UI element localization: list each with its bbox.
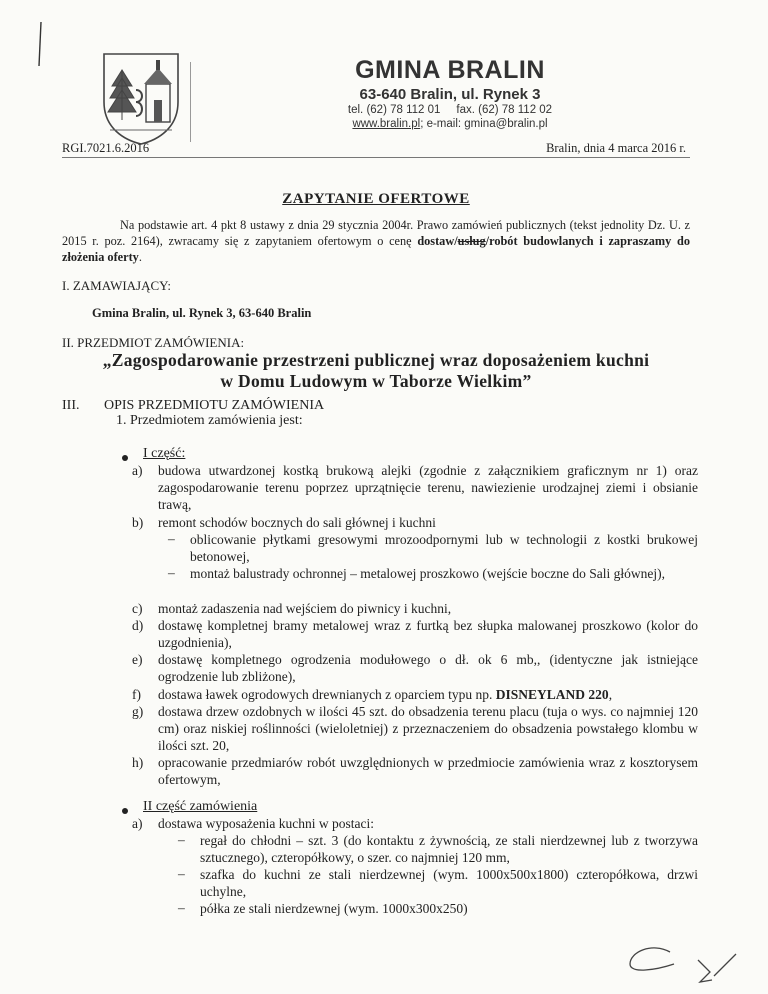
dash-marker: – xyxy=(178,832,185,847)
project-title-line-1: „Zagospodarowanie przestrzeni publicznej wraz doposażeniem kuchni xyxy=(102,350,650,370)
list-item-b-1: oblicowanie płytkami gresowymi mrozoodpornymi lub w technologii z kostki brukowej betonowej, xyxy=(190,532,698,564)
list-item-2a-3: półka ze stali nierdzewnej (wym. 1000x300x250) xyxy=(200,901,468,916)
project-title xyxy=(62,350,690,392)
municipality-name: GMINA BRALIN xyxy=(355,56,545,84)
header-divider-vertical xyxy=(190,62,191,142)
fax-number: fax. (62) 78 112 02 xyxy=(456,104,553,116)
bullet-dot xyxy=(122,808,128,814)
buyer-info: Gmina Bralin, ul. Rynek 3, 63-640 Bralin xyxy=(92,306,312,320)
coat-of-arms-icon xyxy=(100,50,182,146)
date-line: Bralin, dnia 4 marca 2016 r. xyxy=(546,141,686,155)
list-marker: e) xyxy=(132,652,143,667)
list-marker: c) xyxy=(132,601,143,616)
bullet-dot xyxy=(122,455,128,461)
list-item-b-2: montaż balustrady ochronnej – metalowej proszkowo (wejście boczne do Sali głównej), xyxy=(190,566,665,581)
list-marker: g) xyxy=(132,704,144,719)
email-text: ; e-mail: gmina@bralin.pl xyxy=(420,118,548,130)
signature-scribble xyxy=(612,930,742,990)
contact-line xyxy=(200,104,700,116)
intro-bold-2: /robót budowlanych i zapraszamy do złożenia oferty xyxy=(62,234,690,264)
intro-bold-1: dostaw/ xyxy=(417,234,458,248)
list-marker: a) xyxy=(132,463,143,478)
section-3-title: OPIS PRZEDMIOTU ZAMÓWIENIA xyxy=(104,398,325,413)
intro-text: Na podstawie art. 4 pkt 8 ustawy z dnia 29 stycznia 2004r. Prawo zamówień publicznych (tekst jednolity Dz. U. z 2015 r. poz. 2164), zwracamy się z zapytaniem ofertowym o cenę xyxy=(62,218,690,248)
list-item-b: remont schodów bocznych do sali głównej i kuchni xyxy=(158,515,436,530)
section-3-heading xyxy=(62,398,324,414)
list-item-2a: dostawa wyposażenia kuchni w postaci: xyxy=(158,816,374,831)
section-3-item-1: 1. Przedmiotem zamówienia jest: xyxy=(116,413,303,428)
dash-marker: – xyxy=(178,900,185,915)
phone-number: tel. (62) 78 112 01 xyxy=(347,104,441,116)
list-item-d: dostawę kompletnej bramy metalowej wraz z furtką bez słupka malowanej proszkowo (kolor do uzgodnienia), xyxy=(158,618,698,650)
list-marker: h) xyxy=(132,755,144,770)
dash-marker: – xyxy=(168,565,175,580)
list-item-e: dostawę kompletnego ogrodzenia modułowego o dł. ok 6 mb,, (identyczne jak istniejące ogrodzenie lub zbliżone), xyxy=(158,652,698,684)
list-marker: a) xyxy=(132,816,143,831)
dash-marker: – xyxy=(168,531,175,546)
list-item-a: budowa utwardzonej kostką brukową alejki (zgodnie z załącznikiem graficznym nr 1) oraz zagospodarowanie terenu poprzez uprzątnięcie terenu, nawiezienie urodzajnej ziemi i obsianie trawą, xyxy=(158,463,698,512)
dash-marker: – xyxy=(178,866,185,881)
list-item-g: dostawa drzew ozdobnych w ilości 45 szt. do obsadzenia terenu placu (tuja o wys. co najmniej 120 cm) oraz niskiej roślinności (wieloletniej) z przeznaczeniem do obsadzenia powstałego klombu w ilości szt. 20, xyxy=(158,704,698,753)
section-1-heading: I. ZAMAWIAJĄCY: xyxy=(62,278,171,293)
document-title: ZAPYTANIE OFERTOWE xyxy=(282,191,470,207)
bench-model: DISNEYLAND 220 xyxy=(495,687,609,702)
list-item-f xyxy=(158,686,698,703)
municipality-address: 63-640 Bralin, ul. Rynek 3 xyxy=(359,86,541,103)
website-link[interactable]: www.bralin.pl xyxy=(352,118,421,130)
reference-number: RGI.7021.6.2016 xyxy=(62,141,150,155)
list-item-2a-1: regał do chłodni – szt. 3 (do kontaktu z żywnością, ze stali nierdzewnej lub z tworzywa sztucznego), czteropółkowy, o szer. co najmniej 120 mm, xyxy=(200,833,698,865)
list-item-f-end: , xyxy=(608,687,613,702)
section-3-numeral: III. xyxy=(62,398,80,413)
project-title-line-2: w Domu Ludowym w Taborze Wielkim” xyxy=(220,371,532,391)
margin-pen-mark xyxy=(34,20,46,68)
intro-strike: usług xyxy=(457,234,486,248)
list-marker: d) xyxy=(132,618,144,633)
section-2-heading: II. PRZEDMIOT ZAMÓWIENIA: xyxy=(62,335,245,350)
list-item-c: montaż zadaszenia nad wejściem do piwnicy i kuchni, xyxy=(158,601,452,616)
part-2-label: II część zamówienia xyxy=(143,799,258,814)
list-item-h: opracowanie przedmiarów robót uwzględnionych w przedmiocie zamówienia wraz z kosztorysem ofertowym, xyxy=(158,755,698,787)
intro-paragraph xyxy=(62,217,690,265)
list-marker: b) xyxy=(132,515,144,530)
list-item-f-text: dostawa ławek ogrodowych drewnianych z oparciem typu np. xyxy=(158,687,496,702)
part-1-label: I część: xyxy=(143,446,186,461)
list-item-2a-2: szafka do kuchni ze stali nierdzewnej (wym. 1000x500x1800) czteropółkowa, drzwi uchylne, xyxy=(200,867,698,899)
web-email-line xyxy=(200,118,700,130)
header-divider-horizontal xyxy=(62,157,690,158)
list-marker: f) xyxy=(132,687,141,702)
intro-end: . xyxy=(138,250,142,264)
